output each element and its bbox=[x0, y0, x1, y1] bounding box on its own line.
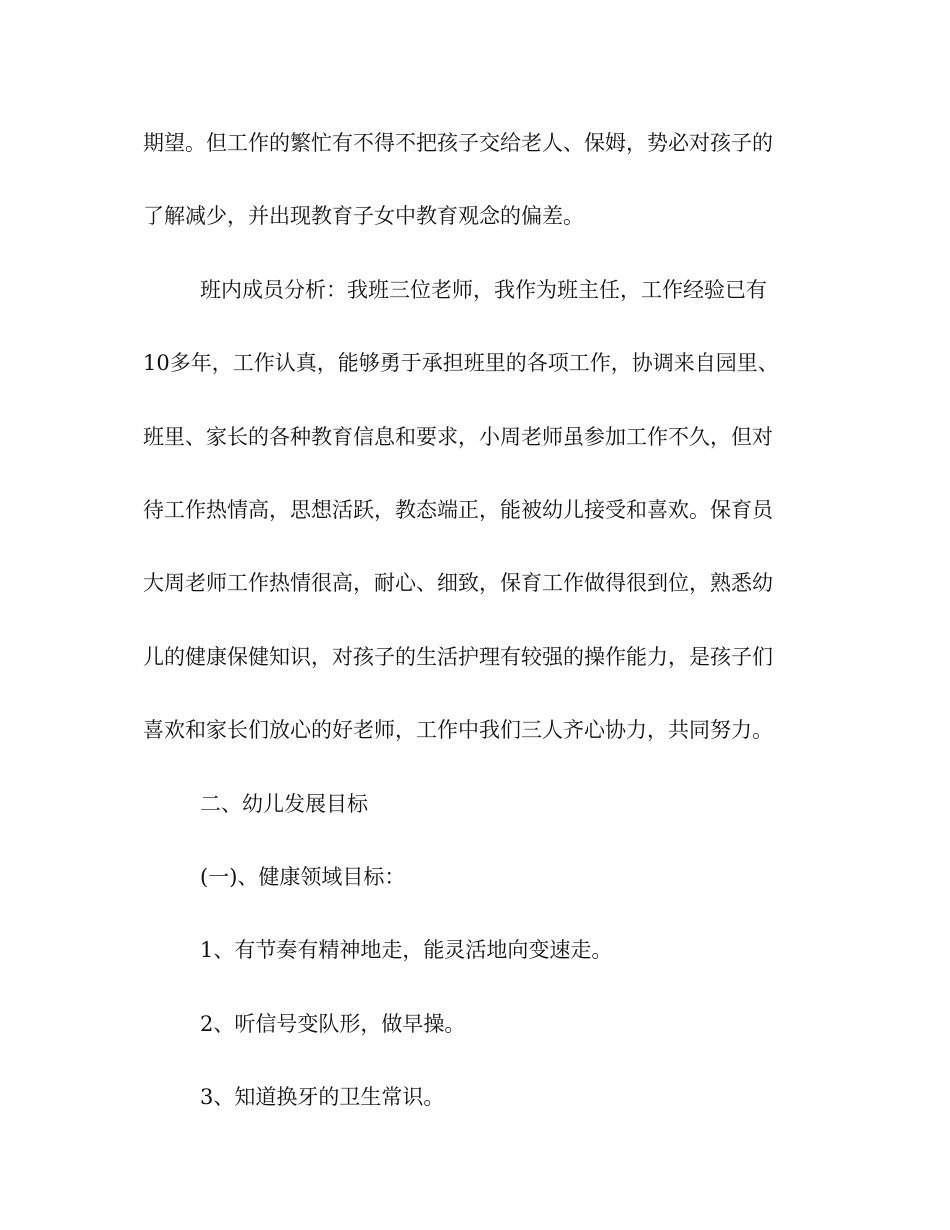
list-item: 3、知道换牙的卫生常识。 bbox=[200, 1085, 445, 1109]
paragraph-line: 儿的健康保健知识，对孩子的生活护理有较强的操作能力，是孩子们 bbox=[143, 645, 773, 669]
paragraph-line: 班内成员分析：我班三位老师，我作为班主任，工作经验已有 bbox=[200, 278, 767, 302]
list-item: 2、听信号变队形，做早操。 bbox=[200, 1012, 466, 1036]
paragraph-line: 10多年，工作认真，能够勇于承担班里的各项工作，协调来自园里、 bbox=[143, 351, 779, 375]
paragraph-line: 大周老师工作热情很高，耐心、细致，保育工作做得很到位，熟悉幼 bbox=[143, 571, 773, 595]
section-heading: 二、幼儿发展目标 bbox=[200, 792, 368, 816]
paragraph-line: 待工作热情高，思想活跃，教态端正，能被幼儿接受和喜欢。保育员 bbox=[143, 498, 773, 522]
paragraph-line: 班里、家长的各种教育信息和要求，小周老师虽参加工作不久，但对 bbox=[143, 425, 773, 449]
paragraph-line: 喜欢和家长们放心的好老师，工作中我们三人齐心协力，共同努力。 bbox=[143, 718, 773, 742]
subsection-heading: (一)、健康领域目标： bbox=[200, 865, 406, 889]
paragraph-line: 期望。但工作的繁忙有不得不把孩子交给老人、保姆，势必对孩子的 bbox=[143, 131, 773, 155]
list-item: 1、有节奏有精神地走，能灵活地向变速走。 bbox=[200, 938, 613, 962]
paragraph-line: 了解减少，并出现教育子女中教育观念的偏差。 bbox=[143, 204, 584, 228]
